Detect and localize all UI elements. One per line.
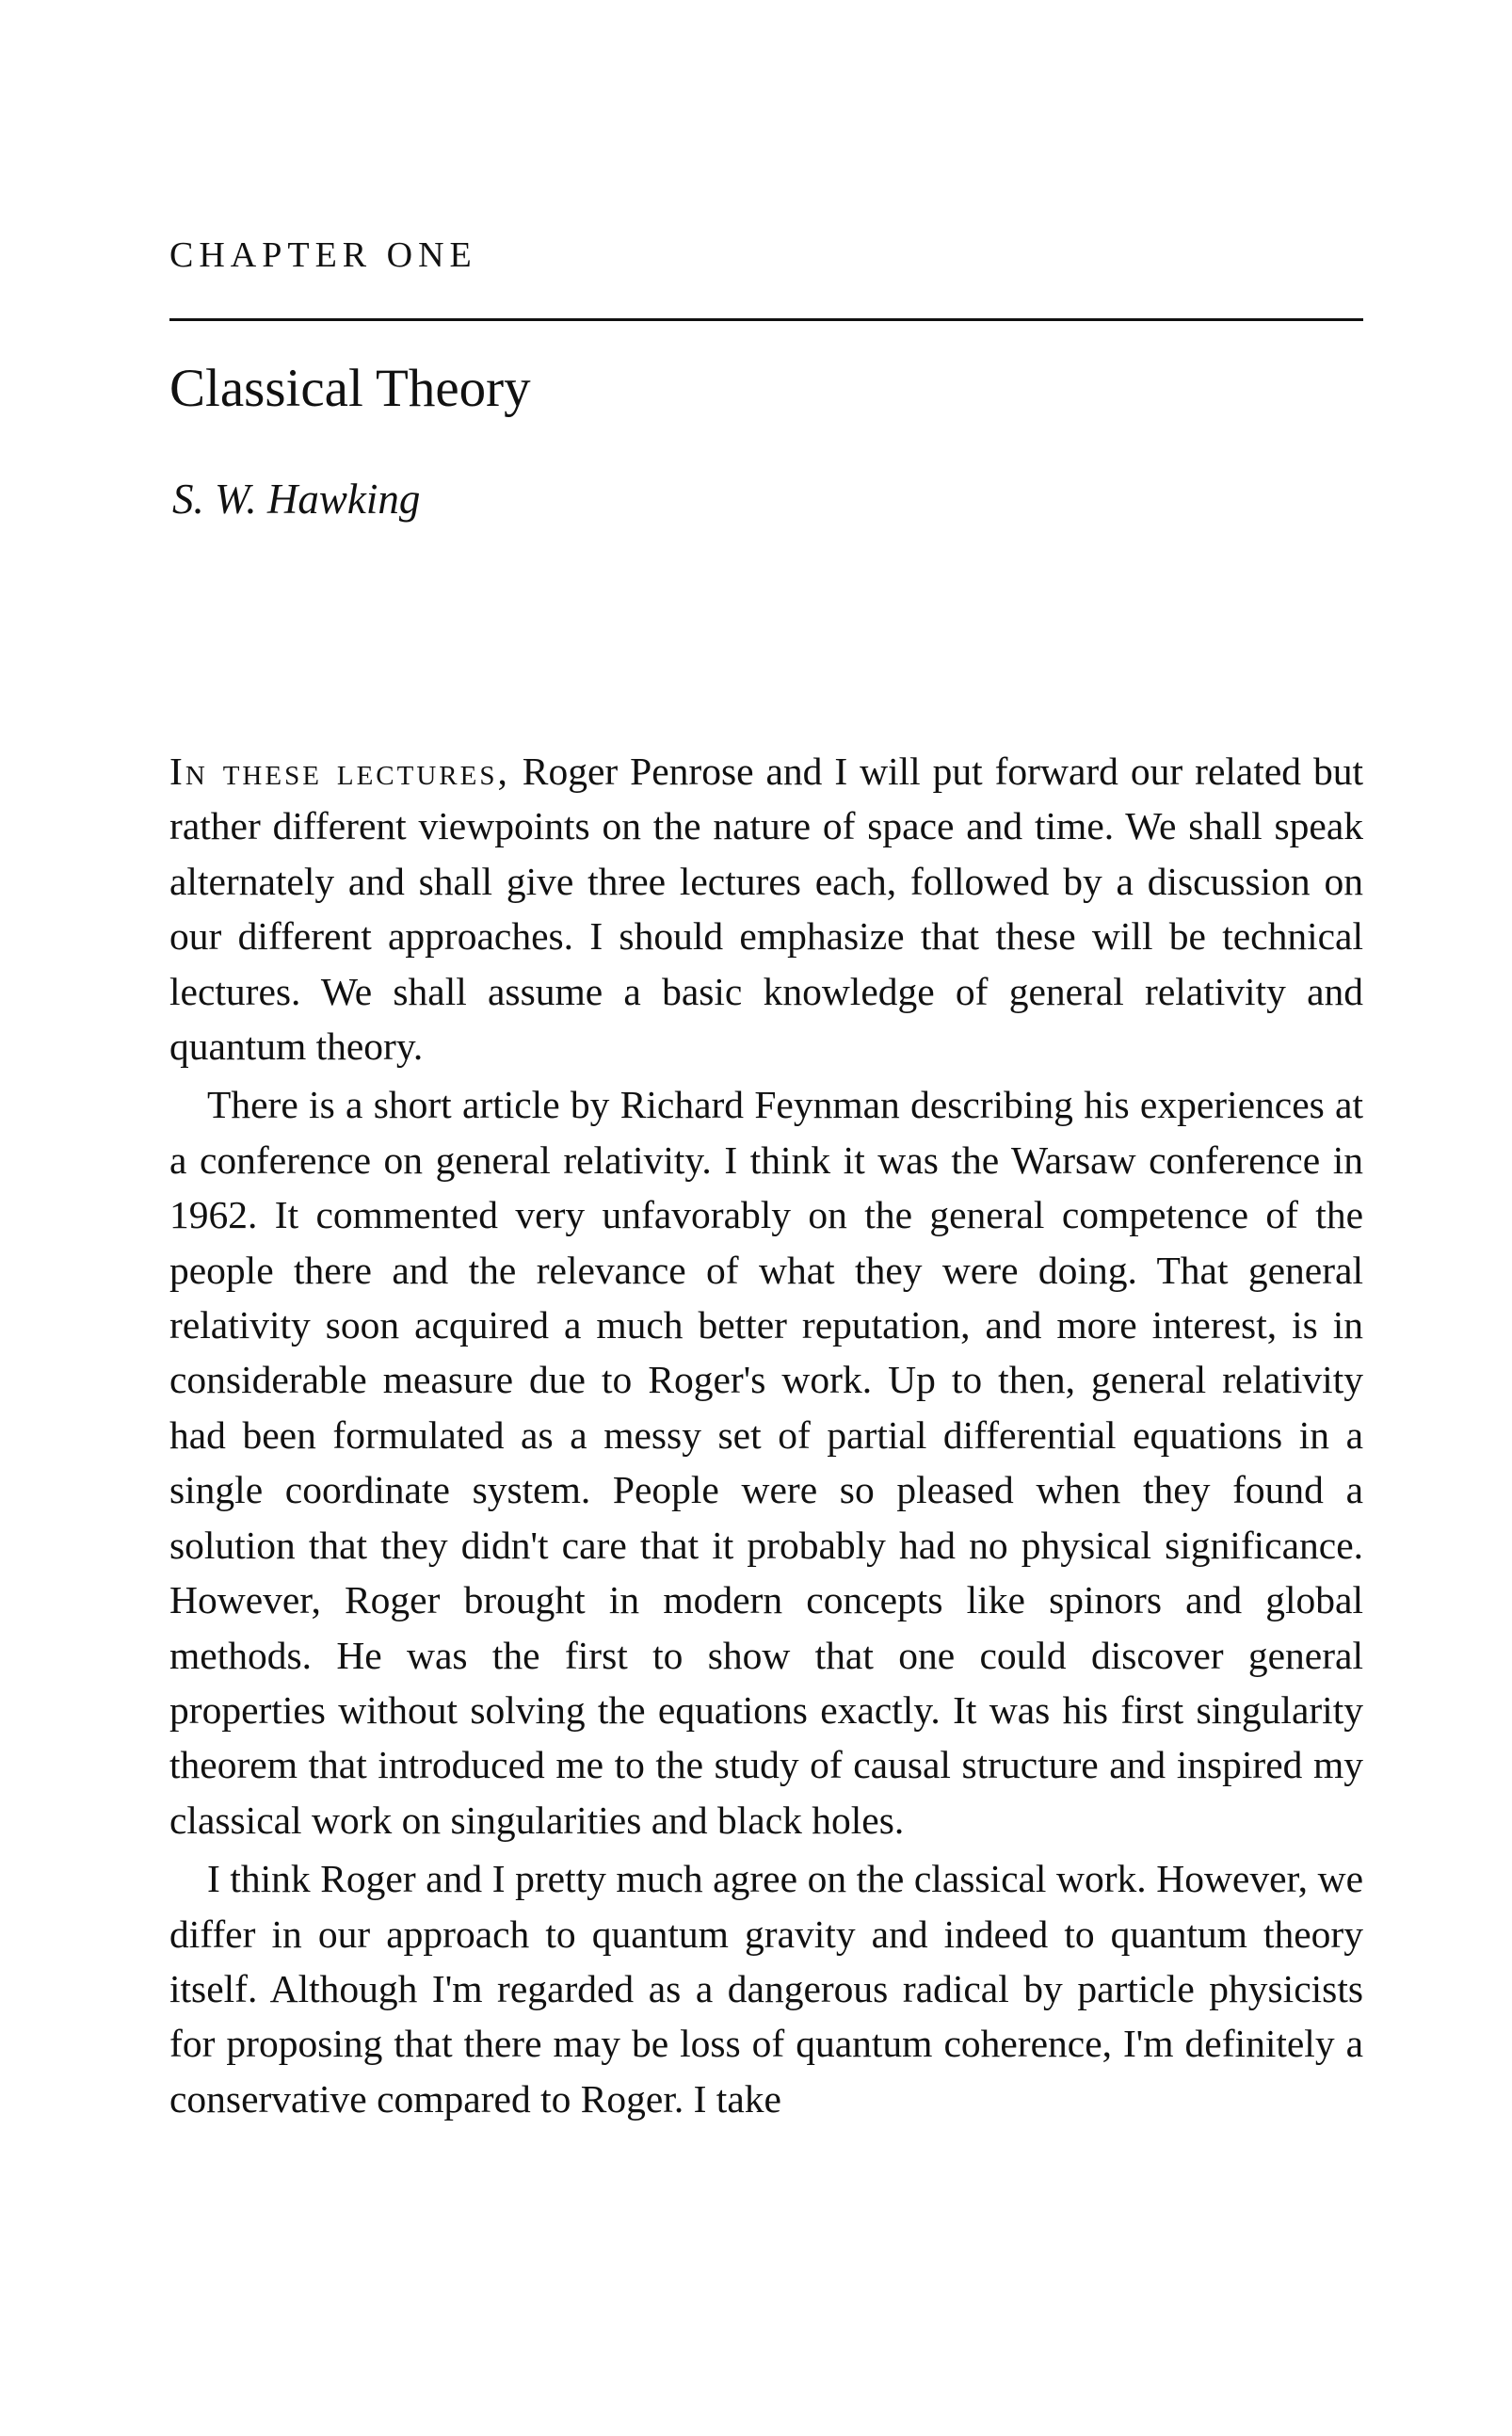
chapter-label: CHAPTER ONE — [169, 235, 477, 275]
paragraph-1-text: Roger Penrose and I will put forward our related but rather different viewpoints on the nature of space and time. We shall speak alternately and shall give three lectures each, followed by a discussion on our different approaches. I should emphasize that these will be technical lectures. We shall assume a basic knowledge of general relativity and quantum theory. — [169, 750, 1364, 1069]
chapter-body — [169, 744, 1363, 2126]
paragraph-1 — [169, 744, 1363, 1073]
chapter-rule — [169, 318, 1363, 321]
paragraph-3: I think Roger and I pretty much agree on the classical work. However, we differ in our approach to quantum gravity and indeed to quantum theory itself. Although I'm regarded as a dangerous radical by particle physicists for proposing that there may be loss of quantum coherence, I'm definitely a conservative compared to Roger. I take — [169, 1857, 1363, 2121]
paragraph-1-lead: In these lectures, — [169, 750, 510, 793]
paragraph-2: There is a short article by Richard Feynman describing his experiences at a conference on general relativity. I think it was the Warsaw conference in 1962. It commented very unfavorably on the general competence of the people there and the relevance of what they were doing. That general relativity soon acquired a much better reputation, and more interest, is in considerable measure due to Roger's work. Up to then, general relativity had been formulated as a messy set of partial differential equations in a single coordinate system. People were so pleased when they found a solution that they didn't care that it probably had no physical significance. However, Roger brought in modern concepts like spinors and global methods. He was the first to show that one could discover general properties without solving the equations exactly. It was his first singularity theorem that introduced me to the study of causal structure and inspired my classical work on singularities and black holes. — [169, 1083, 1363, 1842]
chapter-title: Classical Theory — [169, 359, 531, 418]
chapter-author: S. W. Hawking — [172, 476, 421, 523]
